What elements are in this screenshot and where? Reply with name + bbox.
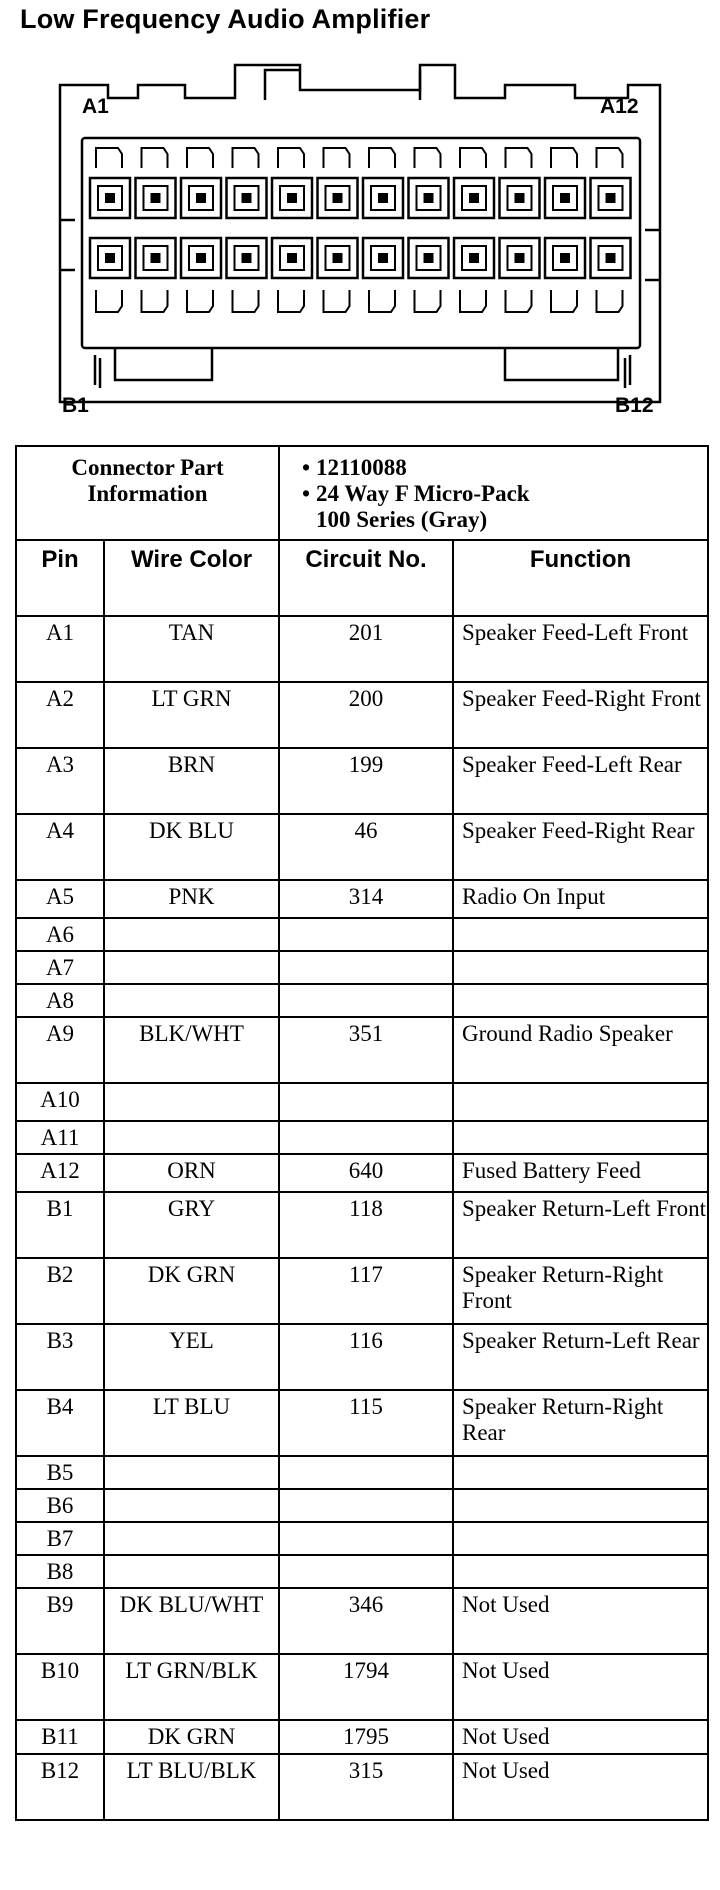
- cavity-latch-bottom: [142, 290, 168, 312]
- function-cell: Not Used: [453, 1754, 708, 1820]
- terminal-contact: [515, 193, 525, 203]
- corner-label-a12: A12: [600, 95, 639, 118]
- wire-color-cell: PNK: [104, 880, 279, 918]
- pin-row: [16, 1654, 708, 1720]
- circuit-cell: 200: [279, 682, 453, 748]
- function-cell: [453, 918, 708, 951]
- cavity-latch-bottom: [369, 290, 395, 312]
- pin-row: [16, 748, 708, 814]
- pin-cell: A9: [16, 1017, 104, 1083]
- circuit-cell: 46: [279, 814, 453, 880]
- circuit-cell: 315: [279, 1754, 453, 1820]
- terminal-contact: [287, 193, 297, 203]
- circuit-cell: [279, 1456, 453, 1489]
- column-header-pin: Pin: [16, 540, 104, 616]
- pin-row: [16, 1588, 708, 1654]
- terminal-contact: [515, 253, 525, 263]
- function-cell: Speaker Return-Left Rear: [453, 1324, 708, 1390]
- function-cell: Speaker Feed-Left Front: [453, 616, 708, 682]
- pin-row: [16, 1121, 708, 1154]
- cavity-latch-top: [506, 148, 532, 168]
- terminal-contact: [242, 193, 252, 203]
- pin-row: [16, 682, 708, 748]
- wire-color-cell: DK BLU: [104, 814, 279, 880]
- column-header-function: Function: [453, 540, 708, 616]
- circuit-cell: [279, 951, 453, 984]
- cavity-latch-top: [233, 148, 259, 168]
- wire-color-cell: BRN: [104, 748, 279, 814]
- pin-cell: A8: [16, 984, 104, 1017]
- function-cell: Speaker Feed-Right Rear: [453, 814, 708, 880]
- pin-cell: B9: [16, 1588, 104, 1654]
- terminal-contact: [105, 253, 115, 263]
- cavity-latch-bottom: [187, 290, 213, 312]
- wire-color-cell: YEL: [104, 1324, 279, 1390]
- terminal-contact: [469, 193, 479, 203]
- cavity-latch-top: [96, 148, 122, 168]
- corner-label-b1: B1: [62, 394, 89, 417]
- function-cell: Not Used: [453, 1654, 708, 1720]
- wire-color-cell: LT BLU: [104, 1390, 279, 1456]
- pin-cell: B8: [16, 1555, 104, 1588]
- circuit-cell: [279, 1522, 453, 1555]
- function-cell: [453, 1489, 708, 1522]
- function-cell: Not Used: [453, 1588, 708, 1654]
- wire-color-cell: LT GRN/BLK: [104, 1654, 279, 1720]
- page-title: Low Frequency Audio Amplifier: [20, 4, 431, 34]
- terminal-contact: [469, 253, 479, 263]
- wire-color-cell: [104, 918, 279, 951]
- wire-color-cell: GRY: [104, 1192, 279, 1258]
- wire-color-cell: ORN: [104, 1154, 279, 1192]
- terminal-contact: [424, 193, 434, 203]
- pin-cell: A11: [16, 1121, 104, 1154]
- wire-color-cell: [104, 1522, 279, 1555]
- wire-color-cell: [104, 1456, 279, 1489]
- pin-cell: B4: [16, 1390, 104, 1456]
- cavity-latch-bottom: [506, 290, 532, 312]
- cavity-latch-bottom: [415, 290, 441, 312]
- pin-row: [16, 1720, 708, 1754]
- corner-label-b12: B12: [615, 394, 654, 417]
- function-cell: Speaker Feed-Right Front: [453, 682, 708, 748]
- connector-inner-frame: [82, 138, 640, 348]
- wire-color-cell: DK GRN: [104, 1258, 279, 1324]
- cavity-latch-top: [278, 148, 304, 168]
- circuit-cell: [279, 984, 453, 1017]
- column-header-circuit: Circuit No.: [279, 540, 453, 616]
- wire-color-cell: [104, 951, 279, 984]
- connector-info-row: [16, 446, 708, 540]
- pin-cell: B3: [16, 1324, 104, 1390]
- circuit-cell: 199: [279, 748, 453, 814]
- pin-cell: A2: [16, 682, 104, 748]
- pin-cell: B6: [16, 1489, 104, 1522]
- wire-color-cell: LT GRN: [104, 682, 279, 748]
- pin-row: [16, 918, 708, 951]
- cavity-latch-top: [460, 148, 486, 168]
- pin-row: [16, 1489, 708, 1522]
- corner-label-a1: A1: [82, 95, 109, 118]
- connector-face-diagram: [0, 40, 720, 420]
- function-cell: Speaker Return-Right Rear: [453, 1390, 708, 1456]
- cavity-latch-top: [187, 148, 213, 168]
- circuit-cell: 201: [279, 616, 453, 682]
- cavity-latch-top: [142, 148, 168, 168]
- cavity-latch-top: [324, 148, 350, 168]
- terminal-contact: [378, 253, 388, 263]
- function-cell: Speaker Return-Right Front: [453, 1258, 708, 1324]
- locking-tab: [265, 70, 420, 100]
- circuit-cell: [279, 1555, 453, 1588]
- pin-cell: A6: [16, 918, 104, 951]
- pin-cell: B12: [16, 1754, 104, 1820]
- pin-cell: A7: [16, 951, 104, 984]
- pin-cell: A3: [16, 748, 104, 814]
- part-number: 12110088: [316, 455, 407, 480]
- pin-row: [16, 1083, 708, 1121]
- function-cell: Ground Radio Speaker: [453, 1017, 708, 1083]
- terminal-contact: [287, 253, 297, 263]
- terminal-contact: [105, 193, 115, 203]
- wire-color-cell: LT BLU/BLK: [104, 1754, 279, 1820]
- cavity-latch-bottom: [460, 290, 486, 312]
- cavity-latch-bottom: [96, 290, 122, 312]
- circuit-cell: 1795: [279, 1720, 453, 1754]
- cavity-latch-top: [369, 148, 395, 168]
- cavity-latch-top: [551, 148, 577, 168]
- wire-color-cell: DK BLU/WHT: [104, 1588, 279, 1654]
- circuit-cell: 116: [279, 1324, 453, 1390]
- circuit-cell: 351: [279, 1017, 453, 1083]
- circuit-cell: 640: [279, 1154, 453, 1192]
- pin-row: [16, 984, 708, 1017]
- pin-cell: B7: [16, 1522, 104, 1555]
- wire-color-cell: [104, 1489, 279, 1522]
- wire-color-cell: [104, 1083, 279, 1121]
- cavity-latch-top: [415, 148, 441, 168]
- circuit-cell: [279, 1489, 453, 1522]
- function-cell: [453, 984, 708, 1017]
- cavity-latch-bottom: [278, 290, 304, 312]
- wire-color-cell: DK GRN: [104, 1720, 279, 1754]
- pin-row: [16, 1555, 708, 1588]
- pin-cell: A12: [16, 1154, 104, 1192]
- connector-pinout-table: [15, 445, 709, 1821]
- terminal-contact: [151, 253, 161, 263]
- cavity-latch-bottom: [597, 290, 623, 312]
- pin-row: [16, 880, 708, 918]
- cavity-latch-bottom: [233, 290, 259, 312]
- pin-row: [16, 1390, 708, 1456]
- terminal-contact: [333, 193, 343, 203]
- pin-row: [16, 1154, 708, 1192]
- pin-cell: B1: [16, 1192, 104, 1258]
- function-cell: Speaker Return-Left Front: [453, 1192, 708, 1258]
- pin-cell: A4: [16, 814, 104, 880]
- pin-cell: A5: [16, 880, 104, 918]
- function-cell: Not Used: [453, 1720, 708, 1754]
- pin-cell: B11: [16, 1720, 104, 1754]
- circuit-cell: 1794: [279, 1654, 453, 1720]
- pin-cell: A10: [16, 1083, 104, 1121]
- wire-color-cell: BLK/WHT: [104, 1017, 279, 1083]
- column-header-wire-color: Wire Color: [104, 540, 279, 616]
- connector-part-details: • 12110088 • 24 Way F Micro-Pack 100 Series (Gray): [279, 446, 708, 540]
- pin-cell: A1: [16, 616, 104, 682]
- circuit-cell: 346: [279, 1588, 453, 1654]
- pin-row: [16, 951, 708, 984]
- function-cell: [453, 1522, 708, 1555]
- wire-color-cell: [104, 984, 279, 1017]
- part-description: 24 Way F Micro-Pack: [316, 481, 530, 506]
- pin-cell: B10: [16, 1654, 104, 1720]
- terminal-contact: [606, 193, 616, 203]
- terminal-contact: [560, 253, 570, 263]
- pin-row: [16, 1456, 708, 1489]
- terminal-contact: [333, 253, 343, 263]
- circuit-cell: [279, 1083, 453, 1121]
- cavity-latch-top: [597, 148, 623, 168]
- function-cell: [453, 1083, 708, 1121]
- terminal-contact: [560, 193, 570, 203]
- wire-color-cell: [104, 1121, 279, 1154]
- connector-housing: [60, 65, 660, 402]
- function-cell: [453, 1555, 708, 1588]
- terminal-contact: [606, 253, 616, 263]
- circuit-cell: 115: [279, 1390, 453, 1456]
- pin-row: [16, 1324, 708, 1390]
- column-header-row: [16, 540, 708, 616]
- function-cell: [453, 1121, 708, 1154]
- function-cell: [453, 1456, 708, 1489]
- wire-color-cell: TAN: [104, 616, 279, 682]
- terminal-contact: [242, 253, 252, 263]
- cavity-latch-bottom: [551, 290, 577, 312]
- terminal-contact: [378, 193, 388, 203]
- part-series: 100 Series (Gray): [316, 507, 488, 532]
- connector-part-info-label: Connector Part Information: [16, 446, 279, 540]
- circuit-cell: 314: [279, 880, 453, 918]
- terminal-contact: [196, 193, 206, 203]
- function-cell: Speaker Feed-Left Rear: [453, 748, 708, 814]
- pin-row: [16, 1017, 708, 1083]
- pin-row: [16, 1522, 708, 1555]
- wire-color-cell: [104, 1555, 279, 1588]
- circuit-cell: [279, 918, 453, 951]
- pin-row: [16, 616, 708, 682]
- circuit-cell: 117: [279, 1258, 453, 1324]
- terminal-contact: [424, 253, 434, 263]
- pin-cell: B2: [16, 1258, 104, 1324]
- circuit-cell: [279, 1121, 453, 1154]
- function-cell: Radio On Input: [453, 880, 708, 918]
- circuit-cell: 118: [279, 1192, 453, 1258]
- terminal-contact: [151, 193, 161, 203]
- pin-row: [16, 1258, 708, 1324]
- cavity-latch-bottom: [324, 290, 350, 312]
- function-cell: [453, 951, 708, 984]
- terminal-contact: [196, 253, 206, 263]
- pin-cell: B5: [16, 1456, 104, 1489]
- function-cell: Fused Battery Feed: [453, 1154, 708, 1192]
- pin-row: [16, 1192, 708, 1258]
- pin-row: [16, 814, 708, 880]
- pin-row: [16, 1754, 708, 1820]
- cavity-row-a: [90, 148, 631, 312]
